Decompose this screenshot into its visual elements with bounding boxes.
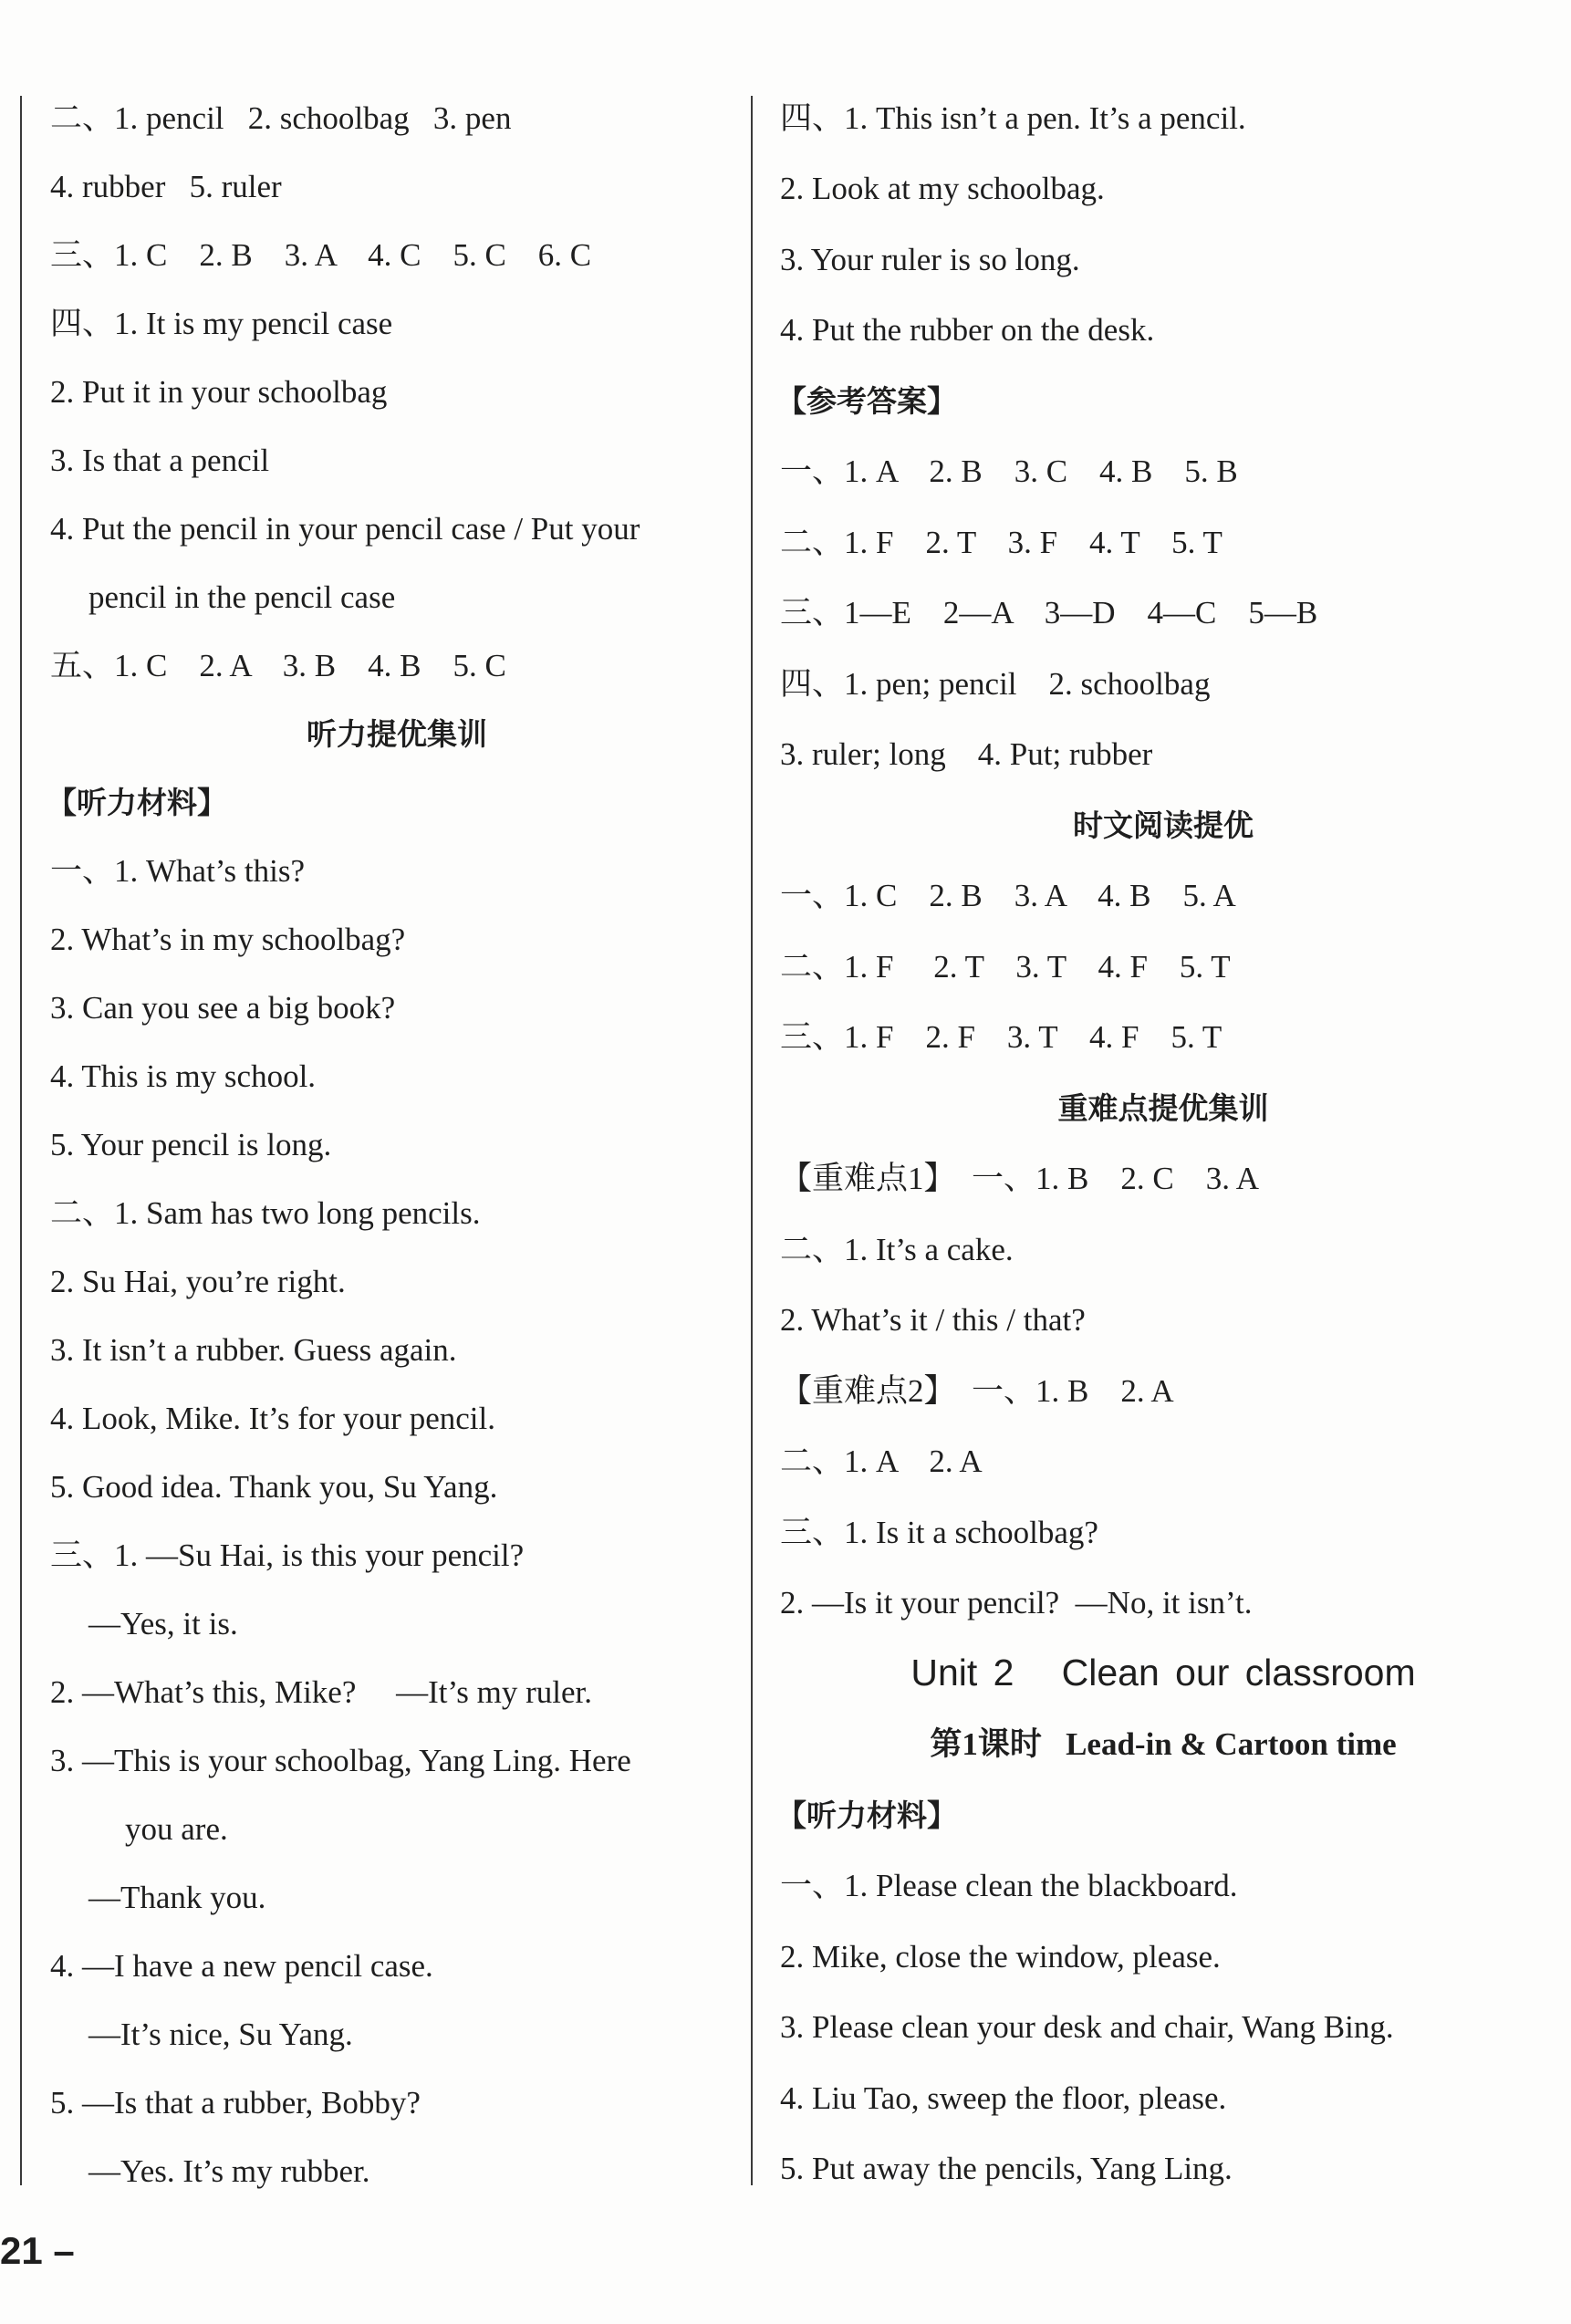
transcript-line: 4. This is my school. bbox=[50, 1058, 317, 1094]
transcript-line: 4. Liu Tao, sweep the floor, please. bbox=[780, 2080, 1227, 2116]
answer-line: 二、1. pencil 2. schoolbag 3. pen bbox=[50, 100, 512, 136]
transcript-line: 5. —Is that a rubber, Bobby? bbox=[50, 2085, 421, 2121]
section-heading: 时文阅读提优 bbox=[1073, 808, 1254, 843]
column-divider bbox=[751, 96, 753, 2185]
subsection-label: 【参考答案】 bbox=[776, 383, 957, 419]
transcript-line: 5. Your pencil is long. bbox=[50, 1127, 332, 1162]
transcript-line: 5. Put away the pencils, Yang Ling. bbox=[780, 2151, 1233, 2186]
transcript-line: 5. Good idea. Thank you, Su Yang. bbox=[50, 1469, 498, 1505]
unit-title: Unit 2 Clean our classroom bbox=[910, 1652, 1416, 1693]
transcript-line: 2. Mike, close the window, please. bbox=[780, 1939, 1221, 1975]
answer-line: 【重难点2】 一、1. B 2. A bbox=[780, 1373, 1174, 1409]
answer-line: 4. rubber 5. ruler bbox=[50, 169, 282, 204]
answer-line: 五、1. C 2. A 3. B 4. B 5. C bbox=[50, 648, 506, 683]
transcript-line: 三、1. —Su Hai, is this your pencil? bbox=[50, 1537, 525, 1573]
answer-line: 三、1—E 2—A 3—D 4—C 5—B bbox=[780, 595, 1318, 631]
transcript-line: 2. —What’s this, Mike? —It’s my ruler. bbox=[50, 1674, 592, 1710]
answer-line: 三、1. F 2. F 3. T 4. F 5. T bbox=[780, 1019, 1222, 1055]
answer-line: 二、1. A 2. A bbox=[780, 1443, 983, 1479]
transcript-line: 二、1. Sam has two long pencils. bbox=[50, 1195, 481, 1231]
page-number: 21 – bbox=[0, 2229, 75, 2272]
transcript-reply: —Yes. It’s my rubber. bbox=[88, 2153, 370, 2189]
answer-line: 二、1. F 2. T 3. F 4. T 5. T bbox=[780, 525, 1222, 560]
transcript-line: 3. —This is your schoolbag, Yang Ling. Here bbox=[50, 1743, 631, 1778]
transcript-line: 2. Su Hai, you’re right. bbox=[50, 1264, 346, 1299]
answer-line: 四、1. pen; pencil 2. schoolbag bbox=[780, 666, 1211, 702]
transcript-line: 2. What’s in my schoolbag? bbox=[50, 922, 406, 957]
subsection-label: 【听力材料】 bbox=[776, 1798, 957, 1833]
lesson-title: 第1课时 Lead-in & Cartoon time bbox=[930, 1726, 1397, 1762]
transcript-line: 一、1. Please clean the blackboard. bbox=[780, 1868, 1238, 1903]
transcript-line: 3. Can you see a big book? bbox=[50, 990, 396, 1026]
transcript-reply: —It’s nice, Su Yang. bbox=[88, 2017, 353, 2052]
transcript-line: 四、1. This isn’t a pen. It’s a pencil. bbox=[780, 100, 1246, 136]
transcript-line: 4. —I have a new pencil case. bbox=[50, 1948, 433, 1984]
transcript-line: 4. Put the rubber on the desk. bbox=[780, 312, 1155, 348]
answer-line: 一、1. C 2. B 3. A 4. B 5. A bbox=[780, 878, 1236, 913]
transcript-reply: —Thank you. bbox=[88, 1880, 266, 1915]
transcript-reply: —Yes, it is. bbox=[88, 1606, 238, 1641]
answer-line: 【重难点1】 一、1. B 2. C 3. A bbox=[780, 1161, 1260, 1196]
answer-line: 2. What’s it / this / that? bbox=[780, 1302, 1086, 1338]
section-heading: 重难点提优集训 bbox=[1057, 1090, 1269, 1126]
answer-line: 3. Is that a pencil bbox=[50, 443, 270, 478]
answer-line: 二、1. It’s a cake. bbox=[780, 1232, 1014, 1267]
answer-line: 三、1. Is it a schoolbag? bbox=[780, 1515, 1098, 1550]
section-heading: 听力提优集训 bbox=[307, 716, 487, 752]
answer-line: 二、1. F 2. T 3. T 4. F 5. T bbox=[780, 949, 1231, 985]
transcript-line: 4. Look, Mike. It’s for your pencil. bbox=[50, 1401, 495, 1436]
answer-line: 3. ruler; long 4. Put; rubber bbox=[780, 736, 1153, 772]
answer-line: 一、1. A 2. B 3. C 4. B 5. B bbox=[780, 453, 1238, 489]
answer-line: 三、1. C 2. B 3. A 4. C 5. C 6. C bbox=[50, 237, 592, 273]
transcript-line: 3. It isn’t a rubber. Guess again. bbox=[50, 1332, 457, 1368]
transcript-line: 一、1. What’s this? bbox=[50, 853, 305, 889]
answer-line: 2. Put it in your schoolbag bbox=[50, 374, 388, 410]
answer-line: 四、1. It is my pencil case bbox=[50, 306, 393, 341]
answer-line-continued: pencil in the pencil case bbox=[88, 579, 396, 615]
answer-line: 4. Put the pencil in your pencil case / Put your bbox=[50, 511, 640, 547]
transcript-line-continued: you are. bbox=[125, 1811, 228, 1847]
answer-line: 2. —Is it your pencil? —No, it isn’t. bbox=[780, 1585, 1253, 1621]
subsection-label: 【听力材料】 bbox=[47, 785, 227, 820]
transcript-line: 3. Please clean your desk and chair, Wang Bing. bbox=[780, 2009, 1394, 2045]
transcript-line: 2. Look at my schoolbag. bbox=[780, 171, 1105, 206]
left-margin-rule bbox=[20, 96, 22, 2185]
transcript-line: 3. Your ruler is so long. bbox=[780, 242, 1080, 277]
